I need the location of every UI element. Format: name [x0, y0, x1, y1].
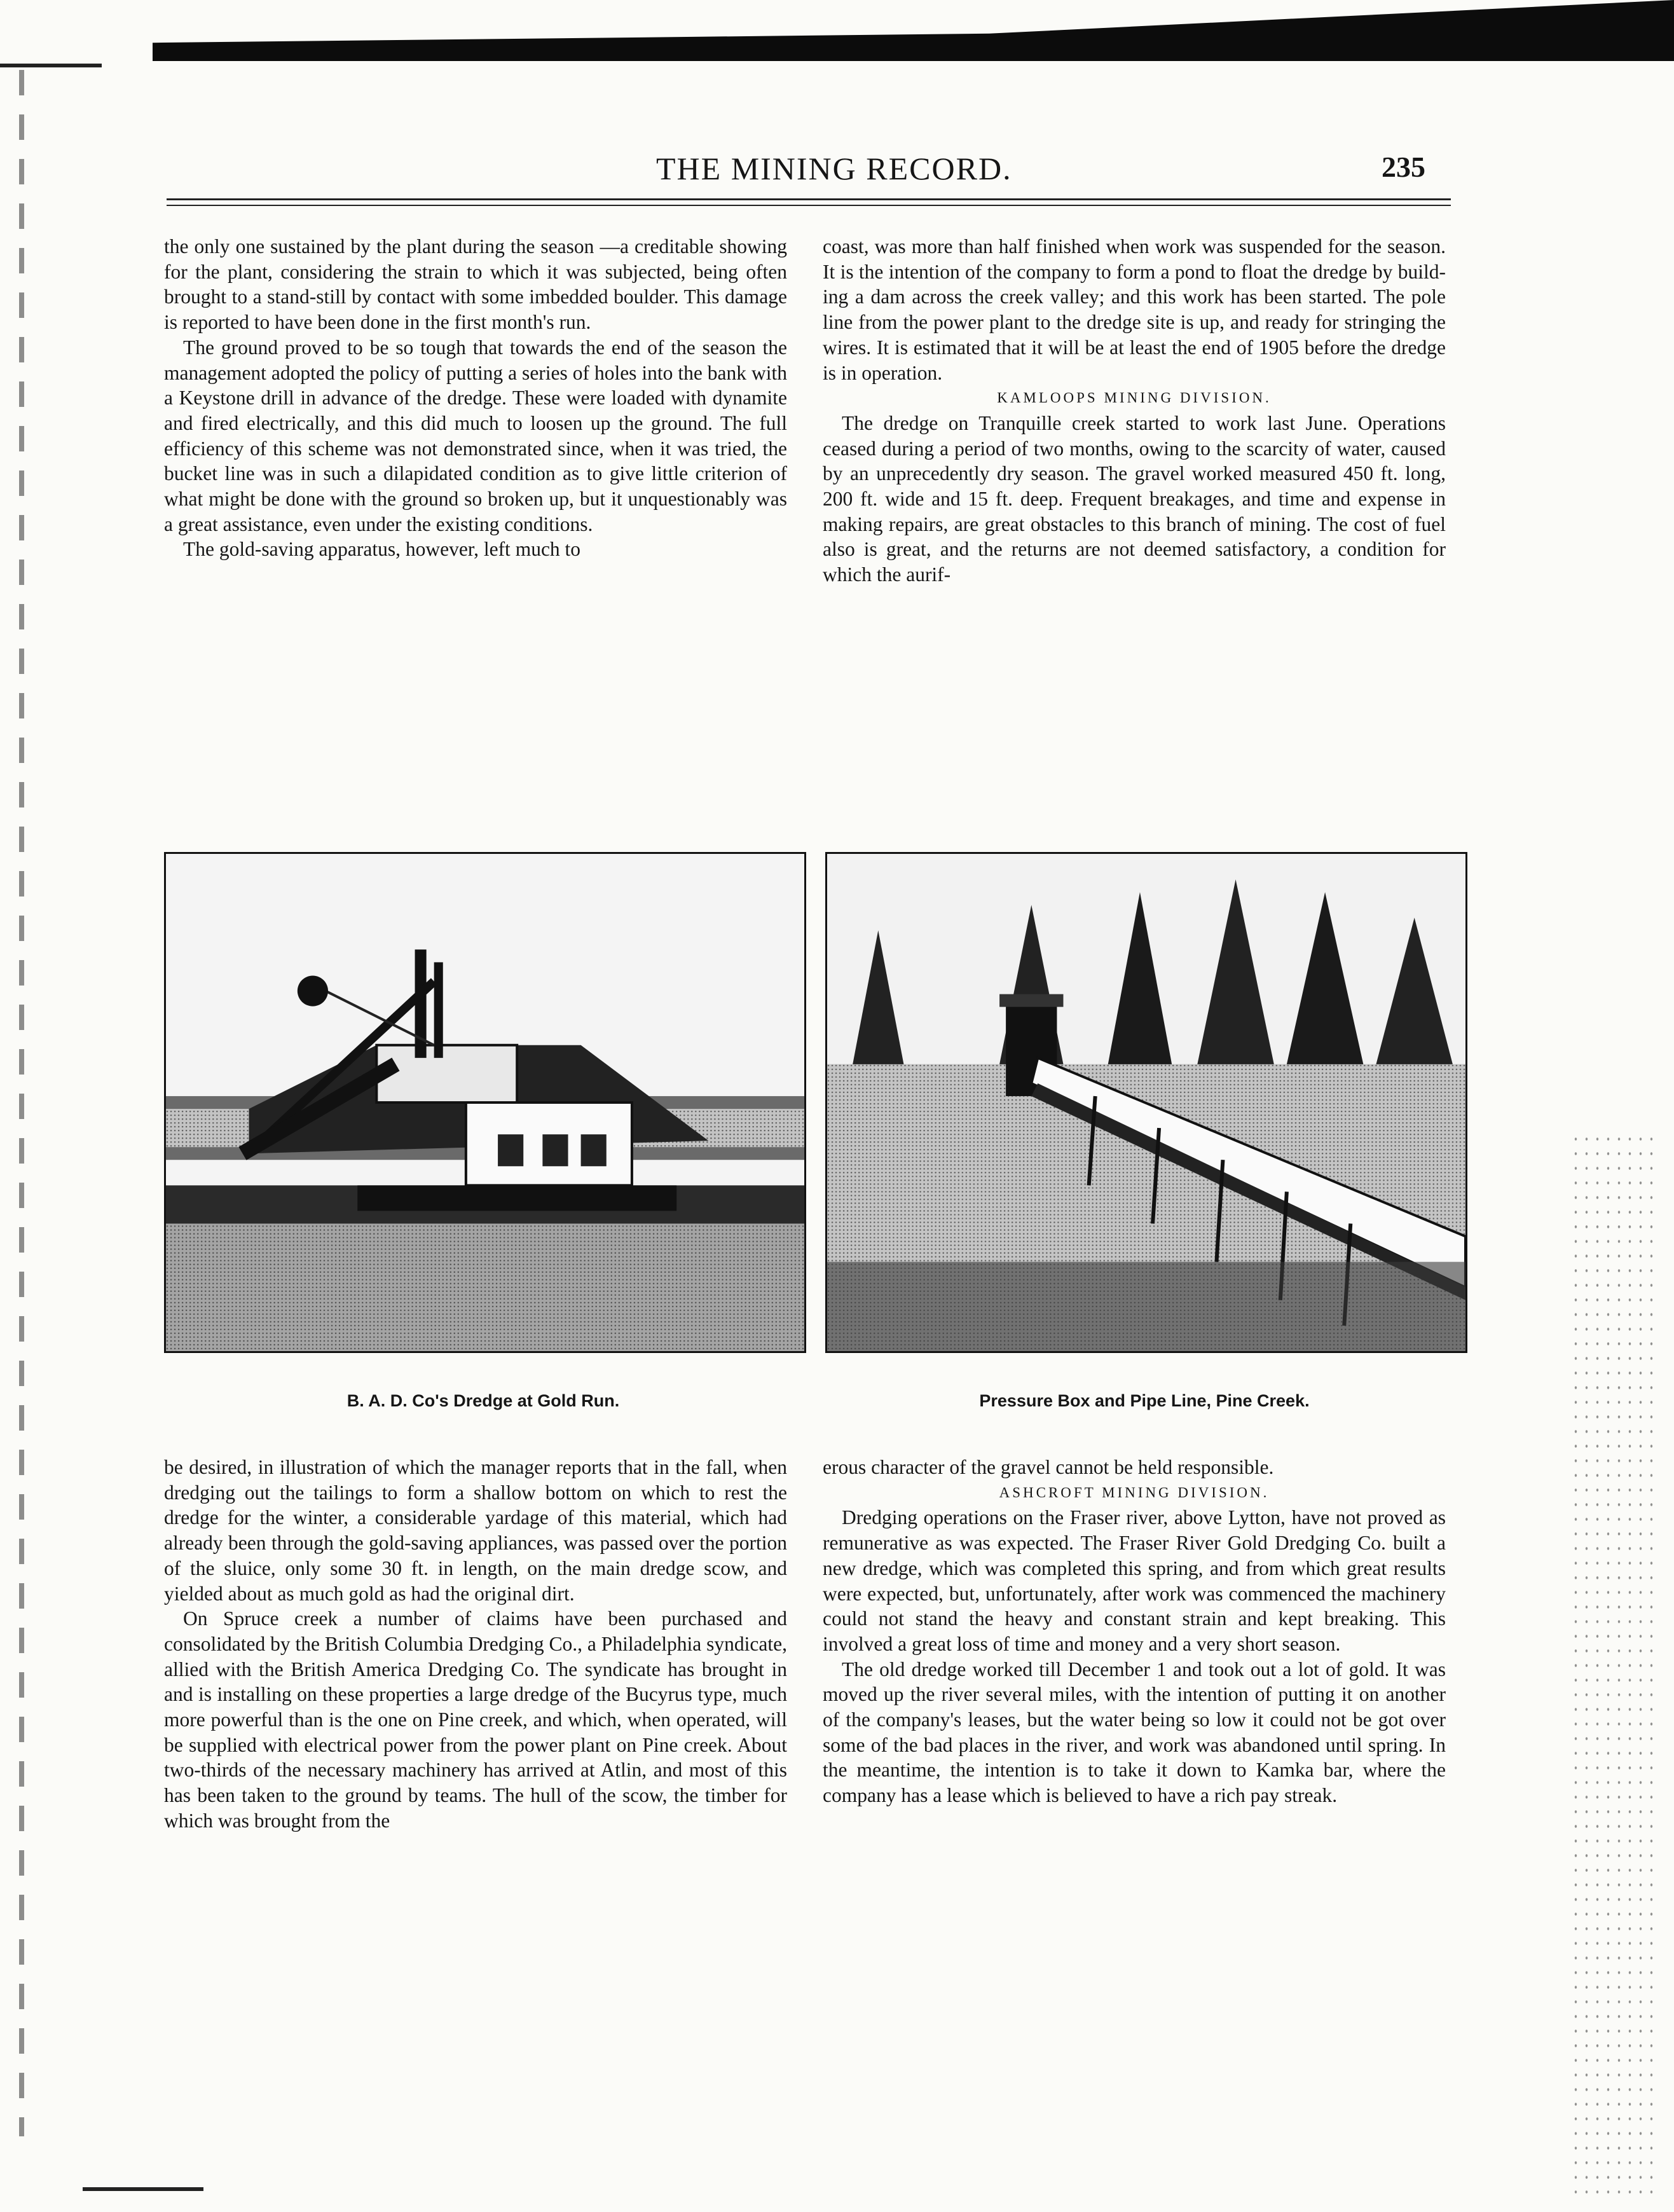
header-rule	[167, 198, 1451, 200]
column-top-right	[823, 234, 1446, 587]
paragraph: The gold-saving apparatus, however, left much to	[183, 538, 581, 561]
header-rule-thin	[167, 205, 1451, 206]
paragraph: On Spruce creek a number of claims have been purchased and consolidated by the British Columbia Dredging Co., a Philadelphia syndicate, allied with the British America Dredging Co. The syndicate has brought in and is installing on these properties a large dredge of the Bucyrus type, much more powerful than is the one on Pine creek, and which, when operated, will be supplied with electrical power from the power plant on Pine creek. About two-thirds of the necessary machinery has arrived at Atlin, and most of this has been taken to the ground by teams. The hull of the scow, the timber for which was brought from the	[164, 1607, 787, 1832]
paragraph: The old dredge worked till December 1 and took out a lot of gold. It was moved up the river several miles, with the intention of putting it on another of the company's leases, but the water being so low it could not be got over some of the bad places in the river, and work was abandoned until spring. In the meantime, the intention is to take it down to Kamka bar, where the company has a lease which is believed to have a rich pay streak.	[823, 1658, 1446, 1807]
scan-top-edge	[153, 0, 1674, 61]
running-title: THE MINING RECORD.	[656, 151, 1012, 186]
page-number: 235	[1382, 151, 1425, 183]
scan-speckle	[1570, 1132, 1659, 2200]
scan-binding-edge	[19, 70, 24, 2136]
scan-left-rule	[0, 64, 102, 67]
paragraph: The dredge on Tranquille creek started to work last June. Operations ceased during a period of two months, owing to the scarcity of water, caused by an unprecedently dry season. The gravel worked measured 450 ft. long, 200 ft. wide and 15 ft. deep. Frequent breakages, and time and expense in making repairs, are great obstacles to this branch of mining. The cost of fuel also is great, and the returns are not deemed satisfactory, a condition for which the aurif-	[823, 411, 1446, 586]
column-bottom-left	[164, 1455, 787, 1834]
paragraph: coast, was more than half finished when work was suspended for the season. It is the intention of the company to form a pond to float the dredge by building a dam across the creek valley; and this work has been started. The pole line from the power plant to the dredge site is up, and ready for stringing the wires. It is estimated that it will be at least the end of 1905 before the dredge is in operation.	[823, 235, 1446, 384]
paragraph: the only one sustained by the plant during the season —a creditable showing for the plant, considering the strain to which it was subjected, being often brought to a stand-still by contact with some imbedded boulder. This damage is reported to have been done in the first month's run.	[164, 235, 787, 334]
caption-pipe-line: Pressure Box and Pipe Line, Pine Creek.	[979, 1391, 1310, 1410]
photo-pipe-line-pine-creek	[825, 852, 1467, 1353]
section-heading-ashcroft: ASHCROFT MINING DIVISION.	[999, 1484, 1270, 1501]
pipe-line-illustration	[827, 854, 1465, 1351]
column-top-left	[164, 234, 787, 562]
section-heading-kamloops: KAMLOOPS MINING DIVISION.	[997, 390, 1272, 406]
dredge-illustration	[166, 854, 804, 1351]
paragraph: erous character of the gravel cannot be held responsible.	[823, 1456, 1274, 1478]
scan-bottom-rule	[83, 2187, 203, 2191]
photo-dredge-gold-run	[164, 852, 806, 1353]
paragraph: The ground proved to be so tough that towards the end of the season the management adopted the policy of putting a series of holes into the bank with a Keystone drill in advance of the dredge. These were loaded with dynamite and fired electrically, and this did much to loosen up the ground. The full efficiency of this scheme was not demonstrated since, when it was tried, the bucket line was in such a dilapidated condition as to give little criterion of what might be done with the ground so broken up, but it unquestionably was a great assistance, even under the existing conditions.	[164, 336, 787, 535]
caption-dredge: B. A. D. Co's Dredge at Gold Run.	[346, 1391, 620, 1410]
column-bottom-right	[823, 1455, 1446, 1808]
paragraph: Dredging operations on the Fraser river, above Lytton, have not proved as remunerative as was expected. The Fraser River Gold Dredging Co. built a new dredge, which was completed this spring, and from which great results were expected, but, unfortunately, after work was commenced the machinery could not stand the heavy and constant strain and kept breaking. This involved a great loss of time and money and a very short season.	[823, 1506, 1446, 1655]
page-header	[167, 150, 1451, 195]
paragraph: be desired, in illustration of which the manager reports that in the fall, when dredging out the tailings to form a shallow bottom on which to rest the dredge for the winter, a considerable yardage of this material, which had already been through the gold-saving appliances, was passed over the portion of the sluice, only some 30 ft. in length, on the main dredge scow, and yielded about as much gold as had the original dirt.	[164, 1456, 787, 1605]
